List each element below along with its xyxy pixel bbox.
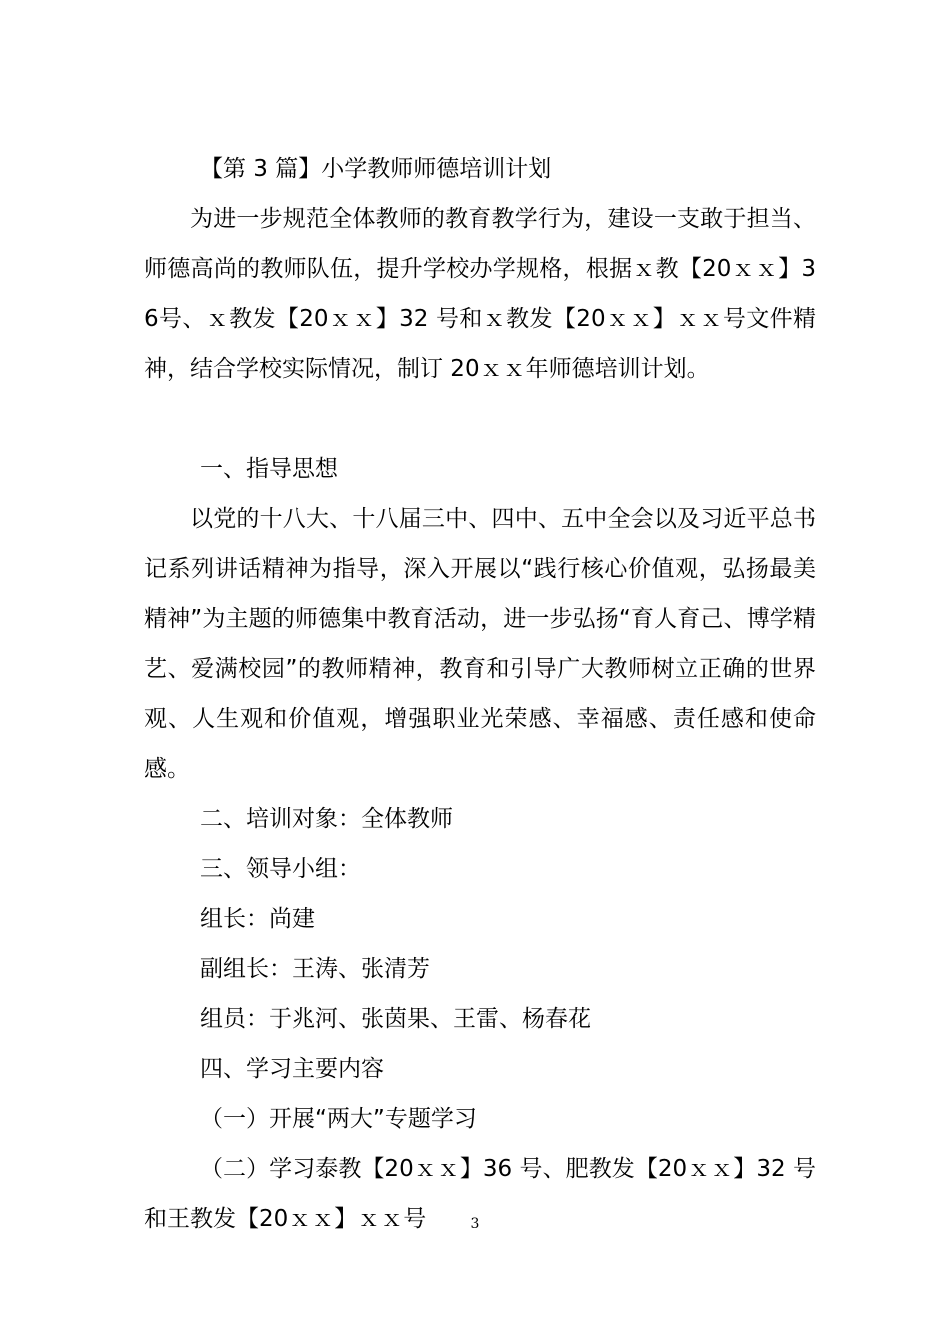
content-item-1: （一）开展“两大”专题学习: [200, 1106, 477, 1132]
section-2-training-target: 二、培训对象：全体教师: [200, 806, 453, 832]
document-title: 【第 3 篇】小学教师师德培训计划: [200, 156, 552, 182]
deputy-leader-line: 副组长：王涛、张清芳: [200, 956, 430, 982]
group-leader-line: 组长：尚建: [200, 906, 315, 932]
section-1-body: 以党的十八大、十八届三中、四中、五中全会以及习近平总书记系列讲话精神为指导，深入开展以“践行核心价值观，弘扬最美精神”为主题的师德集中教育活动，进一步弘扬“育人育己、博学精艺、爱满校园”的教师精神，教育和引导广大教师树立正确的世界观、人生观和价值观，增强职业光荣感、幸福感、责任感和使命感。: [144, 506, 816, 782]
group-members-line: 组员：于兆河、张茵果、王雷、杨春花: [200, 1006, 591, 1032]
section-3-heading: 三、领导小组：: [200, 856, 361, 882]
document-body: [144, 144, 816, 1244]
section-4-heading: 四、学习主要内容: [200, 1056, 384, 1082]
page-number: 3: [470, 1216, 480, 1232]
content-item-2: （二）学习泰教【20ｘｘ】36 号、肥教发【20ｘｘ】32 号和王教发【20ｘｘ】ｘｘ号: [144, 1156, 816, 1232]
section-1-heading: 一、指导思想: [200, 456, 338, 482]
blank-line: [144, 394, 816, 444]
intro-paragraph: 为进一步规范全体教师的教育教学行为，建设一支敢于担当、师德高尚的教师队伍，提升学校办学规格，根据ｘ教【20ｘｘ】36号、ｘ教发【20ｘｘ】32 号和ｘ教发【20ｘｘ】ｘｘ号文件精神，结合学校实际情况，制订 20ｘｘ年师德培训计划。: [144, 206, 816, 382]
